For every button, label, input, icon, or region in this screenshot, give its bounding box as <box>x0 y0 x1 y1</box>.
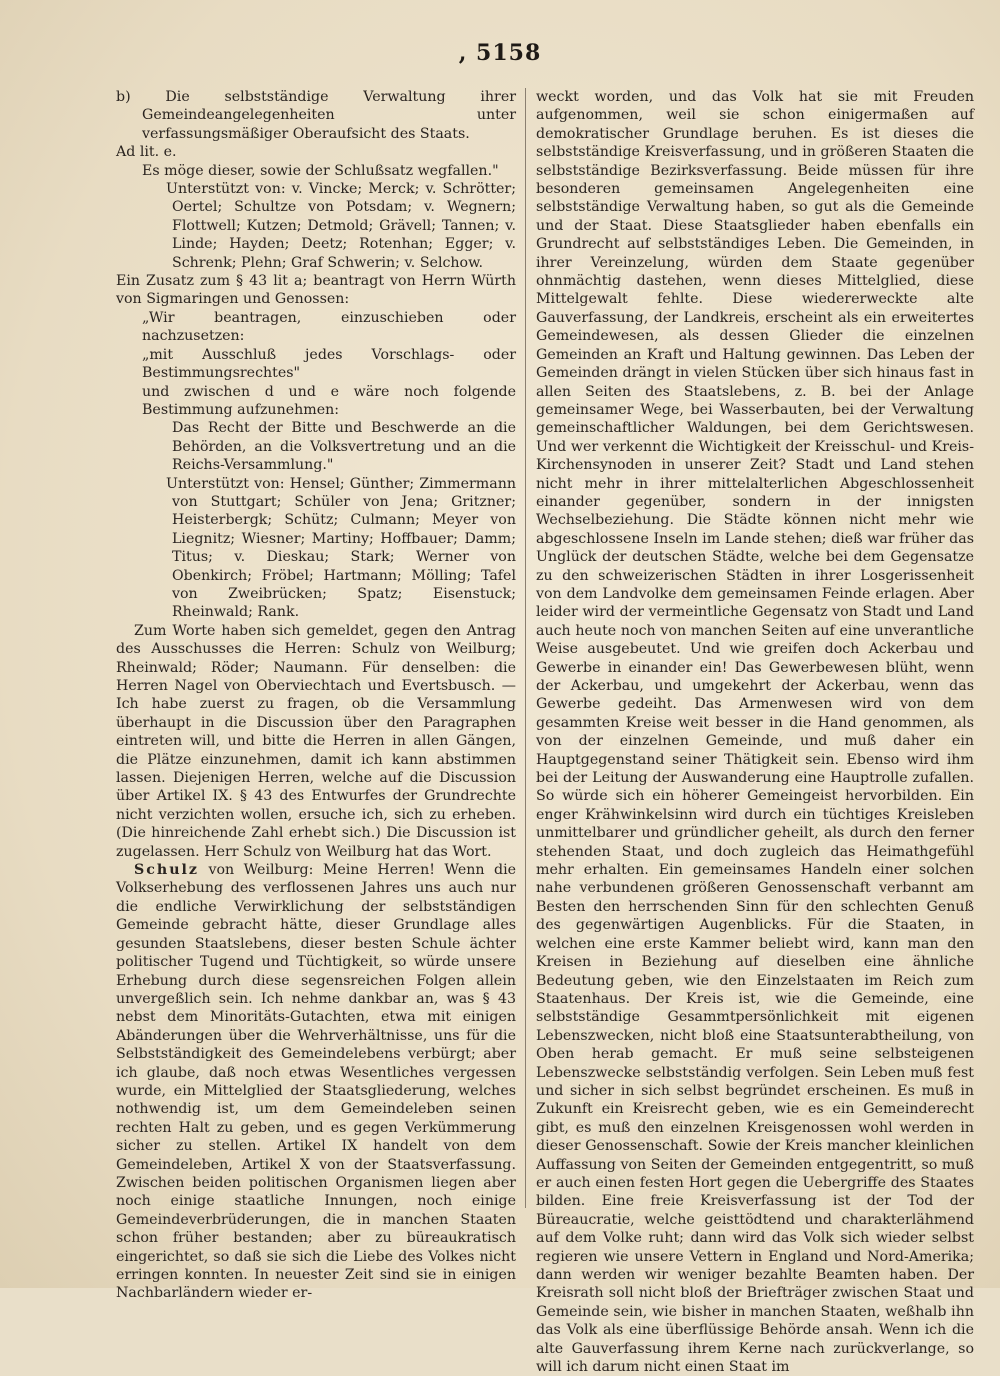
paragraph-zwischen-d-e: und zwischen d und e wäre noch folgende Bestimmung aufzunehmen: <box>142 383 516 418</box>
quote-beantragen: „Wir beantragen, einzuschieben oder nachzusetzen: <box>142 309 516 345</box>
supporters-list-2: Unterstützt von: Hensel; Günther; Zimmermann von Stuttgart; Schüler von Jena; Gritzner; Heisterbergk; Schütz; Culmann; Meyer von Liegnitz; Wiesner; Martiny; Hoffbauer; Damm; Titus; v. Dieskau; Stark; Werner von Obenkirch; Fröbel; Hartmann; Mölling; Tafel von Zweibrücken; Spatz; Eisenstuck; Rheinwald; Rank. <box>166 475 516 621</box>
speech-schulz <box>116 861 516 1303</box>
paragraph-wegfallen: Es möge dieser, sowie der Schlußsatz wegfallen." <box>142 162 499 179</box>
column-divider <box>525 88 526 1208</box>
speech-text: von Weilburg: Meine Herren! Wenn die Volkserhebung des verflossenen Jahres uns auch nur die endliche Verwirklichung der selbstständigen Gemeinde gebracht hätte, dieser Grundlage alles gesunden Staatslebens, dieser besten Schule ächter politischer Tugend und Tüchtigkeit, so würde unsere Erhebung durch diese segensreichen Folgen allein unvergeßlich sein. Ich nehme dankbar an, was § 43 nebst dem Minoritäts-Gutachten, etwa mit einigen Abänderungen über die Wehrverhältnisse, uns für die Selbstständigkeit des Gemeindelebens verbürgt; aber ich glaube, daß noch etwas Wesentliches vergessen wurde, ein Mittelglied der Staatsgliederung, welches nothwendig ist, um dem Gemeindeleben seinen rechten Halt zu geben, und es gegen Verkümmerung sicher zu stellen. Artikel IX handelt von dem Gemeindeleben, Artikel X von der Staatsverfassung. Zwischen beiden politischen Organismen liegen aber noch einige staatliche Innungen, noch einige Gemeindeverbrüderungen, die in manchen Staaten schon früher bestanden; aber zu büreaukratisch eingerichtet, so daß sie sich die Liebe des Volkes nicht erringen konnten. In neuester Zeit sind sie in einigen Nachbarländern wieder er- <box>116 862 516 1302</box>
speech-continuation: weckt worden, und das Volk hat sie mit Freuden aufgenommen, weil sie schon einigermaßen auf demokratischer Grundlage beruhen. Es ist dieses die selbstständige Kreisverfassung, und in größeren Staaten die selbstständige Bezirksverfassung. Beide müssen für ihre besonderen gemeinsamen Angelegenheiten eine selbstständige Verwaltung haben, so gut als die Gemeinde und der Staat. Diese Staatsglieder haben ebenfalls ein Grundrecht auf selbstständiges Leben. Die Gemeinden, in ihrer Vereinzelung, würden dem Staate gegenüber ohnmächtig dastehen, wenn dieses Mittelglied, diese Mittelgewalt fehlte. Diese wiedererweckte alte Gauverfassung, der Landkreis, erscheint als ein erweitertes Gemeindewesen, als dessen Glieder die einzelnen Gemeinden an Kraft und Haltung gewinnen. Das Leben der Gemeinden drängt in vielen Stücken über sich hinaus fast in allen Seiten des Staatslebens, z. B. bei der Anlage gemeinsamer Wege, bei Wasserbauten, bei der Verwaltung gemeinschaftlicher Waldungen, bei dem Gerichtswesen. Und wer verkennt die Wichtigkeit der Kreisschul- und Kreis-Kirchensynoden in unserer Zeit? Stadt und Land stehen nicht mehr in ihrer mittelalterlichen Abgeschlossenheit einander gegenüber, sondern in der innigsten Wechselbeziehung. Die Städte können nicht mehr wie abgeschlossene Inseln im Lande stehen; dieß war früher das Unglück der deutschen Städte, welche bei dem Gegensatze zu den schweizerischen Städten in ihrer Losgerissenheit von dem Landvolke dem gemeinsamen Feinde erlagen. Aber leider wird der vermeintliche Gegensatz von Stadt und Land auch heute noch von manchen Seiten auf eine unverantliche Weise ausgebeutet. Und wie greifen doch Ackerbau und Gewerbe in einander ein! Das Gewerbewesen blüht, wenn der Ackerbau, und umgekehrt der Ackerbau, wenn das Gewerbe gedeiht. Das Armenwesen wird von dem gesammten Kreise weit besser in die Hand genommen, als von der einzelnen Gemeinde, und muß daher ein Hauptgegenstand seiner Thätigkeit sein. Ebenso wird ihm bei der Leitung der Auswanderung eine Hauptrolle zufallen. So würde sich ein höherer Gemeingeist hervorbilden. Ein enger Krähwinkelsinn wird durch ein tüchtiges Kreisleben unmittelbarer und gründlicher geheilt, als durch den ferner stehenden Staat, und doch zugleich das Heimathgefühl mehr erhalten. Ein gemeinsames Handeln einer solchen nahe verbundenen größeren Genossenschaft verbannt am Besten den herrschenden Sinn für den schlechten Genuß des gegenwärtigen Augenblicks. Für die Staaten, in welchen eine erste Kammer beliebt wird, kann man den Kreisen in Beziehung auf dieselben eine ähnliche Bedeutung geben, wie den Einzelstaaten im Reich zum Staatenhaus. Der Kreis ist, wie die Gemeinde, eine selbstständige Gesammtpersönlichkeit mit eigenen Lebenszwecken, nicht bloß eine Staatsunterabtheilung, von Oben herab gemacht. Er muß seine selbsteigenen Lebenszwecke selbstständig verfolgen. Sein Leben muß fest und sicher in sich selbst begründet erscheinen. Es muß in Zukunft ein Kreisrecht geben, wie es ein Gemeinderecht gibt, es muß den einzelnen Kreisgenossen wohl werden in dieser Genossenschaft. Sowie der Kreis mancher kleinlichen Auffassung von Seiten der Gemeinden entgegentritt, so muß er auch einen festen Hort gegen die Uebergriffe des Staates bilden. Eine freie Kreisverfassung ist der Tod der Büreaucratie, welche geisttödtend und charakterlähmend auf dem Volke ruht; dann wird das Volk sich wieder selbst regieren wie unsere Vettern in England und Nord-Amerika; dann werden wir weniger bezahlte Beamten haben. Der Kreisrath soll nicht bloß der Briefträger zwischen Staat und Gemeinde sein, wie bisher in manchen Staaten, weßhalb ihn das Volk als eine überflüssige Behörde ansah. Wenn ich die alte Gauverfassung ihrem Kerne nach zurückverlange, so will ich darum nicht einen Staat im <box>536 89 974 1376</box>
supporters-list-1: Unterstützt von: v. Vincke; Merck; v. Schrötter; Oertel; Schultze von Potsdam; v. Wegnern; Flottwell; Kutzen; Detmold; Grävell; Tannen; v. Linde; Hayden; Deetz; Rotenhan; Egger; v. Schrenk; Plehn; Graf Schwerin; v. Selchow. <box>166 181 516 271</box>
paragraph-b-verwaltung: b) Die selbstständige Verwaltung ihrer Gemeindeangelegenheiten unter verfassungsmäßiger Oberaufsicht des Staats. <box>116 89 516 142</box>
page-number: , 5158 <box>458 40 542 66</box>
right-column <box>536 88 974 1376</box>
left-column <box>116 88 516 1302</box>
speaker-name: Schulz <box>134 862 199 879</box>
ad-lit-e-heading: Ad lit. e. <box>116 144 177 161</box>
quote-recht-der-bitte: Das Recht der Bitte und Beschwerde an die Behörden, an die Volksvertretung und an die Reichs-Versammlung." <box>172 420 516 474</box>
quote-ausschluss: „mit Ausschluß jedes Vorschlags- oder Bestimmungsrechtes" <box>142 346 516 382</box>
paragraph-zum-worte: Zum Worte haben sich gemeldet, gegen den Antrag des Ausschusses die Herren: Schulz von Weilburg; Rheinwald; Röder; Naumann. Für denselben: die Herren Nagel von Oberviechtach und Evertsbusch. — Ich habe zuerst zu fragen, ob die Versammlung überhaupt in die Discussion über den Paragraphen eintreten will, und bitte die Herren in allen Gängen, die Plätze einzunehmen, damit ich kann abstimmen lassen. Diejenigen Herren, welche auf die Discussion über Artikel IX. § 43 des Entwurfes der Grundrechte nicht verzichten wollen, ersuche ich, sich zu erheben. (Die hinreichende Zahl erhebt sich.) Die Discussion ist zugelassen. Herr Schulz von Weilburg hat das Wort. <box>116 622 516 860</box>
paragraph-zusatz: Ein Zusatz zum § 43 lit a; beantragt von Herrn Würth von Sigmaringen und Genossen: <box>116 273 516 308</box>
